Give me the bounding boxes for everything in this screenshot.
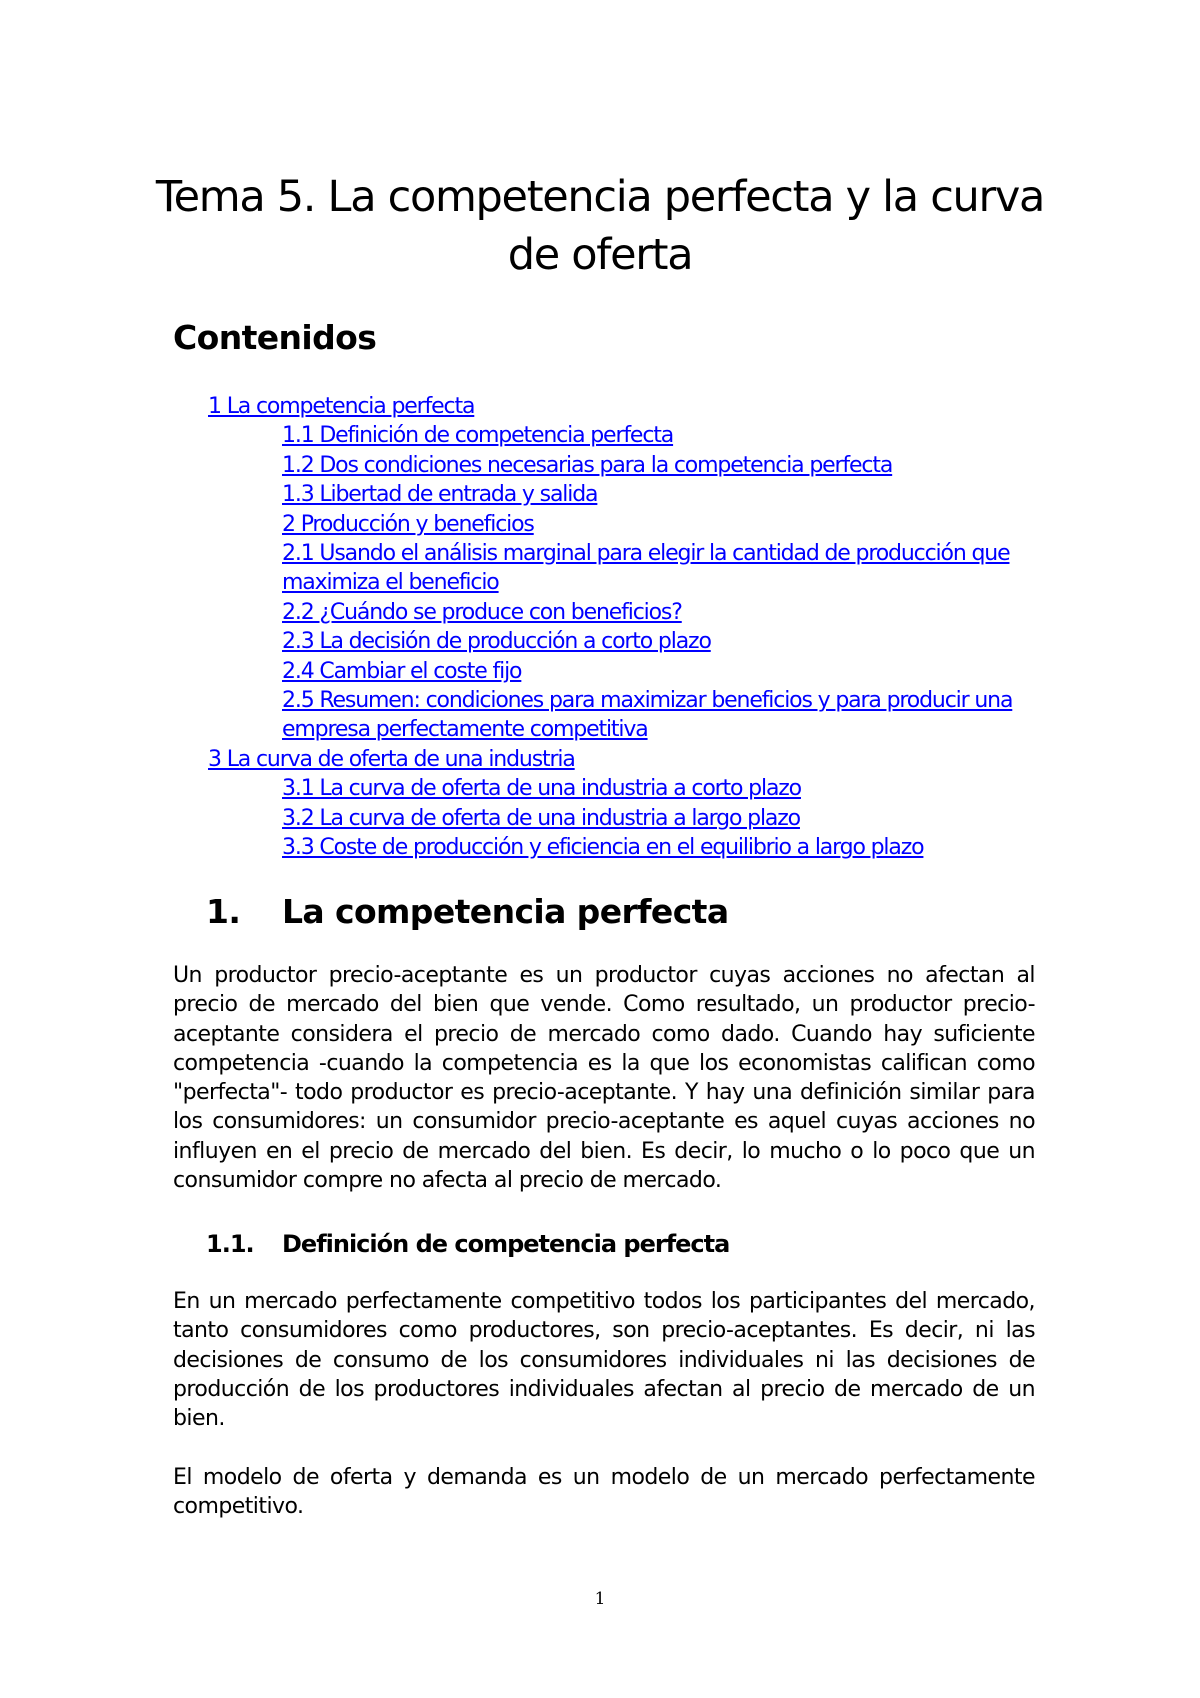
contents-heading: Contenidos <box>173 318 377 357</box>
toc-link[interactable]: 1 La competencia perfecta <box>208 394 475 419</box>
toc-link[interactable]: 1.2 Dos condiciones necesarias para la competencia perfecta <box>282 452 893 478</box>
toc-link[interactable]: 3 La curva de oferta de una industria <box>208 746 575 772</box>
toc-item <box>0 451 1038 480</box>
body-paragraph: Un productor precio-aceptante es un productor cuyas acciones no afectan al precio de mercado del bien que vende. Como resultado, un productor precio-aceptante considera el precio de mercado como dado. Cuando hay suficiente competencia -cuando la competencia es la que los economistas califican como "perfecta"- todo productor es precio-aceptante. Y hay una definición similar para los consumidores: un consumidor precio-aceptante es aquel cuyas acciones no influyen en el precio de mercado del bien. Es decir, lo mucho o lo poco que un consumidor compre no afecta al precio de mercado. <box>173 963 1035 1194</box>
toc-item <box>0 539 1038 598</box>
table-of-contents <box>0 392 1200 863</box>
subsection-number: 1.1. <box>206 1230 254 1258</box>
document-title: Tema 5. La competencia perfecta y la curva de oferta <box>155 172 1045 280</box>
toc-link[interactable]: 3.2 La curva de oferta de una industria a largo plazo <box>282 805 800 831</box>
body-paragraph: En un mercado perfectamente competitivo todos los participantes del mercado, tanto consumidores como productores, son precio-aceptantes. Es decir, ni las decisiones de consumo de los consumidores individuales ni las decisiones de producción de los productores individuales afectan al precio de mercado de un bien. <box>173 1289 1035 1432</box>
toc-link[interactable]: 2.4 Cambiar el coste fijo <box>282 658 522 684</box>
toc-item <box>0 421 1038 450</box>
toc-link[interactable]: 3.1 La curva de oferta de una industria a corto plazo <box>282 776 801 802</box>
section-title: La competencia perfecta <box>282 892 729 931</box>
toc-item <box>0 598 1038 627</box>
toc-link[interactable]: 2.5 Resumen: condiciones para maximizar beneficios y para producir una empresa perfectamente competitiva <box>282 688 1013 743</box>
page-number: 1 <box>594 1589 606 1609</box>
toc-item <box>0 510 1038 539</box>
toc-item <box>0 833 1038 862</box>
toc-link[interactable]: 2 Producción y beneficios <box>282 511 534 537</box>
toc-item <box>0 804 1038 833</box>
subsection-title: Definición de competencia perfecta <box>282 1230 730 1258</box>
toc-item <box>0 686 1038 745</box>
toc-link[interactable]: 2.1 Usando el análisis marginal para elegir la cantidad de producción que maximiza el beneficio <box>282 541 1010 596</box>
toc-item <box>0 774 1038 803</box>
toc-link[interactable]: 1.1 Definición de competencia perfecta <box>282 423 674 449</box>
body-paragraph: El modelo de oferta y demanda es un modelo de un mercado perfectamente competitivo. <box>173 1465 1035 1520</box>
toc-item <box>0 480 1038 509</box>
toc-link[interactable]: 2.3 La decisión de producción a corto plazo <box>282 629 711 655</box>
toc-item <box>0 745 1048 774</box>
section-number: 1. <box>206 892 241 931</box>
toc-item <box>0 627 1038 656</box>
toc-link[interactable]: 1.3 Libertad de entrada y salida <box>282 482 598 508</box>
toc-item <box>0 657 1038 686</box>
toc-link[interactable]: 2.2 ¿Cuándo se produce con beneficios? <box>282 599 682 625</box>
toc-link[interactable]: 3.3 Coste de producción y eficiencia en el equilibrio a largo plazo <box>282 835 924 861</box>
toc-item <box>0 392 1048 421</box>
